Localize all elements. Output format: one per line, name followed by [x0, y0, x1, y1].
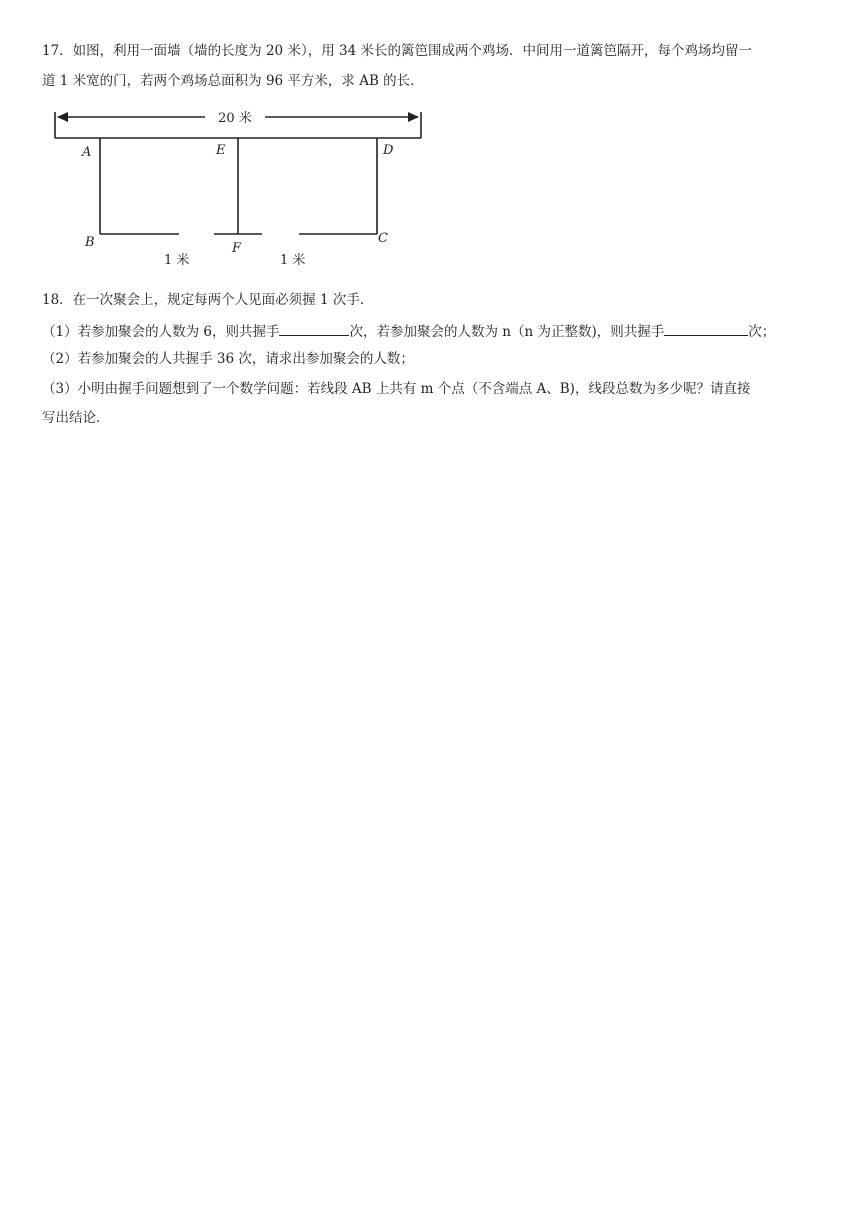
dimension-arrowhead-left — [57, 112, 68, 122]
label-C: C — [378, 231, 388, 246]
q18-part1-text-a: （1）若参加聚会的人数为 6，则共握手 — [42, 324, 280, 340]
q17-text-line2: 道 1 米宽的门，若两个鸡场总面积为 96 平方米，求 AB 的长． — [42, 73, 424, 89]
q18-part3-line1: （3）小明由握手问题想到了一个数学问题：若线段 AB 上共有 m 个点（不含端点 A、B)，线段总数为多少呢？请直接 — [42, 381, 751, 397]
wall-length-label: 20 米 — [218, 111, 252, 126]
label-D: D — [383, 143, 394, 158]
q18-part3-line2: 写出结论． — [42, 410, 110, 426]
chicken-farm-diagram — [40, 104, 430, 274]
q18-stem: 18．在一次聚会上，规定每两个人见面必须握 1 次手． — [42, 292, 374, 308]
answer-blank-2[interactable] — [664, 321, 748, 336]
door-label-left: 1 米 — [164, 253, 190, 268]
q18-part1-text-b: 次，若参加聚会的人数为 n（n 为正整数)，则共握手 — [349, 324, 665, 340]
q18-part1 — [42, 321, 775, 341]
label-B: B — [85, 235, 95, 250]
label-E: E — [216, 143, 226, 158]
q18-part2: （2）若参加聚会的人共握手 36 次，请求出参加聚会的人数； — [42, 351, 414, 367]
dimension-arrowhead-right — [408, 112, 419, 122]
label-F: F — [232, 241, 242, 256]
label-A: A — [82, 145, 92, 160]
answer-blank-1[interactable] — [279, 321, 349, 336]
q18-part1-text-c: 次； — [748, 324, 776, 340]
q17-text-line1: 17．如图，利用一面墙（墙的长度为 20 米），用 34 米长的篱笆围成两个鸡场．中间用一道篱笆隔开，每个鸡场均留一 — [42, 43, 752, 59]
door-label-right: 1 米 — [280, 253, 306, 268]
